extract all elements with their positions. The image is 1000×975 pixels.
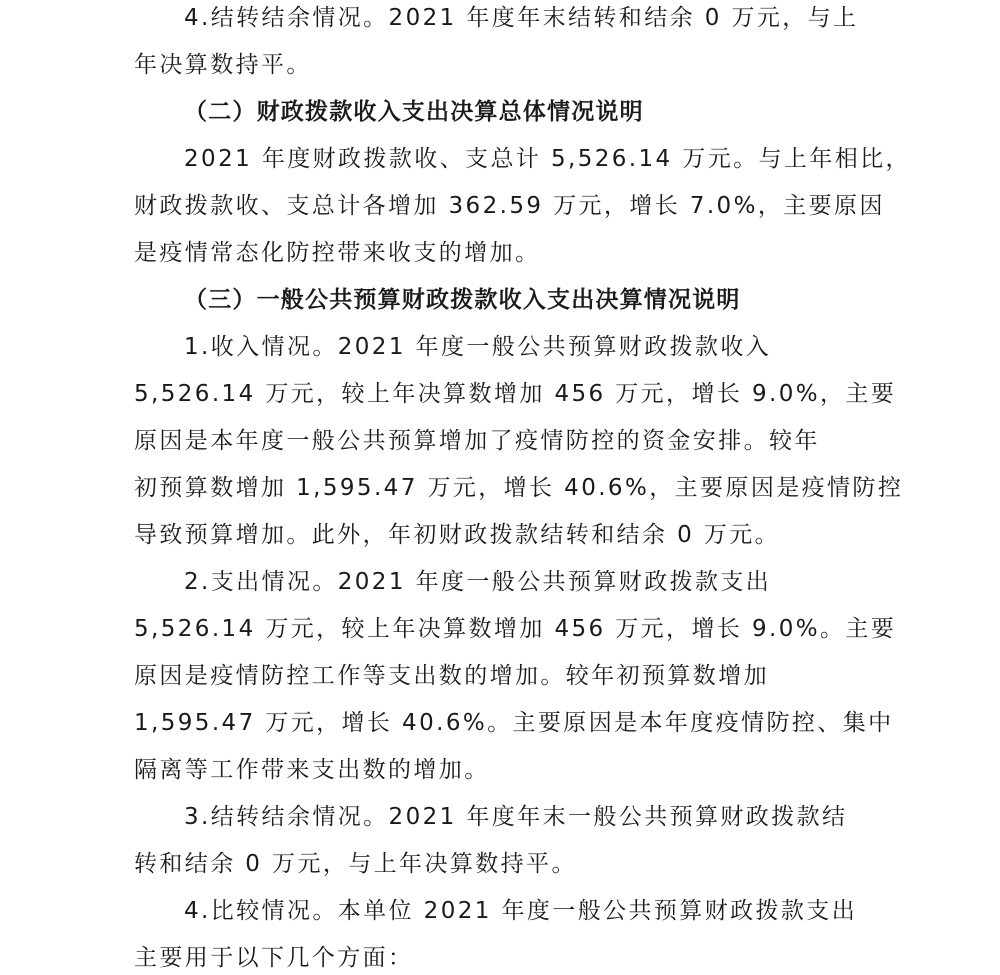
text-line: 2021 年度财政拨款收、支总计 5,526.14 万元。与上年相比， — [184, 146, 911, 172]
text-line: 原因是本年度一般公共预算增加了疫情防控的资金安排。较年 — [134, 428, 820, 454]
section-heading: （二）财政拨款收入支出决算总体情况说明 — [184, 99, 644, 125]
section-heading: （三）一般公共预算财政拨款收入支出决算情况说明 — [184, 287, 741, 313]
text-line: 3.结转结余情况。2021 年度年末一般公共预算财政拨款结 — [184, 804, 848, 830]
text-line: 隔离等工作带来支出数的增加。 — [134, 757, 490, 783]
text-line: 主要用于以下几个方面： — [134, 945, 414, 971]
text-line: 是疫情常态化防控带来收支的增加。 — [134, 240, 541, 266]
text-line: 原因是疫情防控工作等支出数的增加。较年初预算数增加 — [134, 663, 769, 689]
text-line: 转和结余 0 万元，与上年决算数持平。 — [134, 851, 577, 877]
text-line: 5,526.14 万元，较上年决算数增加 456 万元，增长 9.0%，主要 — [134, 381, 897, 407]
text-line: 财政拨款收、支总计各增加 362.59 万元，增长 7.0%，主要原因 — [134, 193, 885, 219]
text-line: 年决算数持平。 — [134, 52, 312, 78]
text-line: 1,595.47 万元，增长 40.6%。主要原因是本年度疫情防控、集中 — [134, 710, 894, 736]
text-line: 4.结转结余情况。2021 年度年末结转和结余 0 万元，与上 — [184, 5, 859, 31]
text-line: 导致预算增加。此外，年初财政拨款结转和结余 0 万元。 — [134, 522, 781, 548]
text-line: 1.收入情况。2021 年度一般公共预算财政拨款收入 — [184, 334, 772, 360]
text-line: 2.支出情况。2021 年度一般公共预算财政拨款支出 — [184, 569, 772, 595]
text-line: 初预算数增加 1,595.47 万元，增长 40.6%，主要原因是疫情防控 — [134, 475, 904, 501]
text-line: 5,526.14 万元，较上年决算数增加 456 万元，增长 9.0%。主要 — [134, 616, 897, 642]
text-line: 4.比较情况。本单位 2021 年度一般公共预算财政拨款支出 — [184, 898, 858, 924]
